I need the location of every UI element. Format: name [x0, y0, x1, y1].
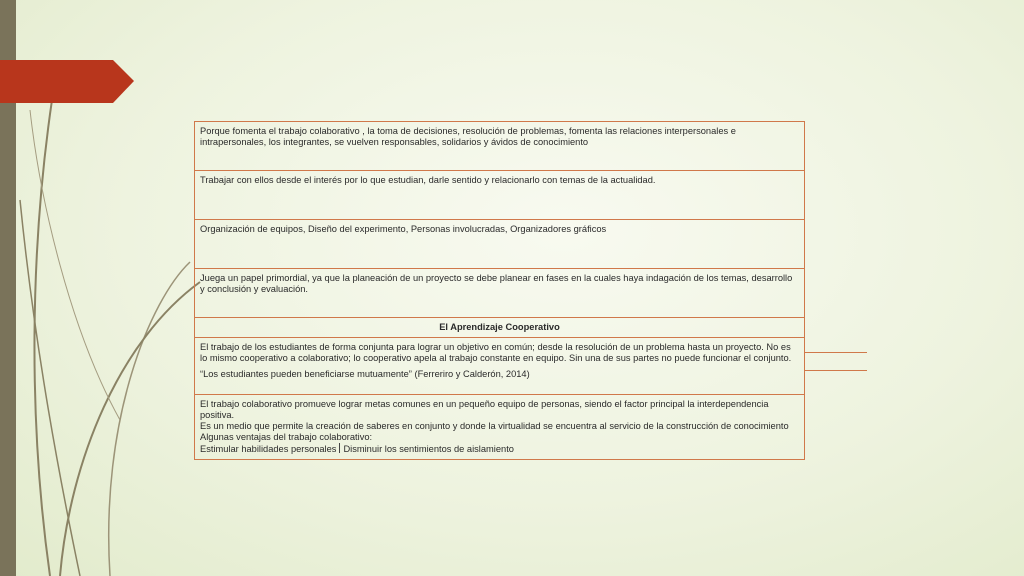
table-row	[195, 220, 805, 269]
table-row	[195, 122, 805, 171]
table-row	[195, 269, 805, 318]
advantage-item: Disminuir los sentimientos de aislamiento	[343, 444, 514, 454]
table-row	[195, 338, 805, 395]
advantages-line	[200, 443, 799, 455]
section-header: El Aprendizaje Cooperativo	[195, 318, 805, 338]
collab-line-1: El trabajo colaborativo promueve lograr metas comunes en un pequeño equipo de personas, siendo el factor principal la interdependencia positiva.	[200, 399, 769, 420]
collab-line-2: Es un medio que permite la creación de saberes en conjunto y donde la virtualidad se encuentra al servicio de la construcción de conocimiento Algunas ventajas del trabajo colaborativo:	[200, 421, 789, 442]
table-cell: Porque fomenta el trabajo colaborativo , la toma de decisiones, resolución de problemas, fomenta las relaciones interpersonales e intrapersonales, los integrantes, se vuelven responsables, solidarios y ávidos de conocimiento	[195, 122, 805, 171]
table-cell: Organización de equipos, Diseño del experimento, Personas involucradas, Organizadores gráficos	[195, 220, 805, 269]
table-cell	[195, 395, 805, 460]
cooperative-text: El trabajo de los estudiantes de forma conjunta para lograr un objetivo en común; desde la resolución de un problema hasta un proyecto. No es lo mismo cooperativo a colaborativo; lo cooperativo apela al trabajo constante en equipo. Sin una de sus partes no puede funcionar el conjunto.	[200, 342, 792, 363]
table-cell: Juega un papel primordial, ya que la planeación de un proyecto se debe planear en fases en la cuales haya indagación de los temas, desarrollo y conclusión y evaluación.	[195, 269, 805, 318]
cooperative-quote: “Los estudiantes pueden beneficiarse mutuamente” (Ferreriro y Calderón, 2014)	[200, 369, 530, 379]
header-extension-rule	[805, 370, 867, 371]
table-cell	[195, 338, 805, 395]
separator-mark	[339, 443, 340, 453]
table-cell: Trabajar con ellos desde el interés por lo que estudian, darle sentido y relacionarlo con temas de la actualidad.	[195, 171, 805, 220]
content-table	[194, 121, 805, 460]
advantage-item: Estimular habilidades personales	[200, 444, 337, 454]
header-extension-rule	[805, 352, 867, 353]
table-row	[195, 171, 805, 220]
section-header-row	[195, 318, 805, 338]
table-row	[195, 395, 805, 460]
title-accent-tab	[0, 60, 134, 103]
